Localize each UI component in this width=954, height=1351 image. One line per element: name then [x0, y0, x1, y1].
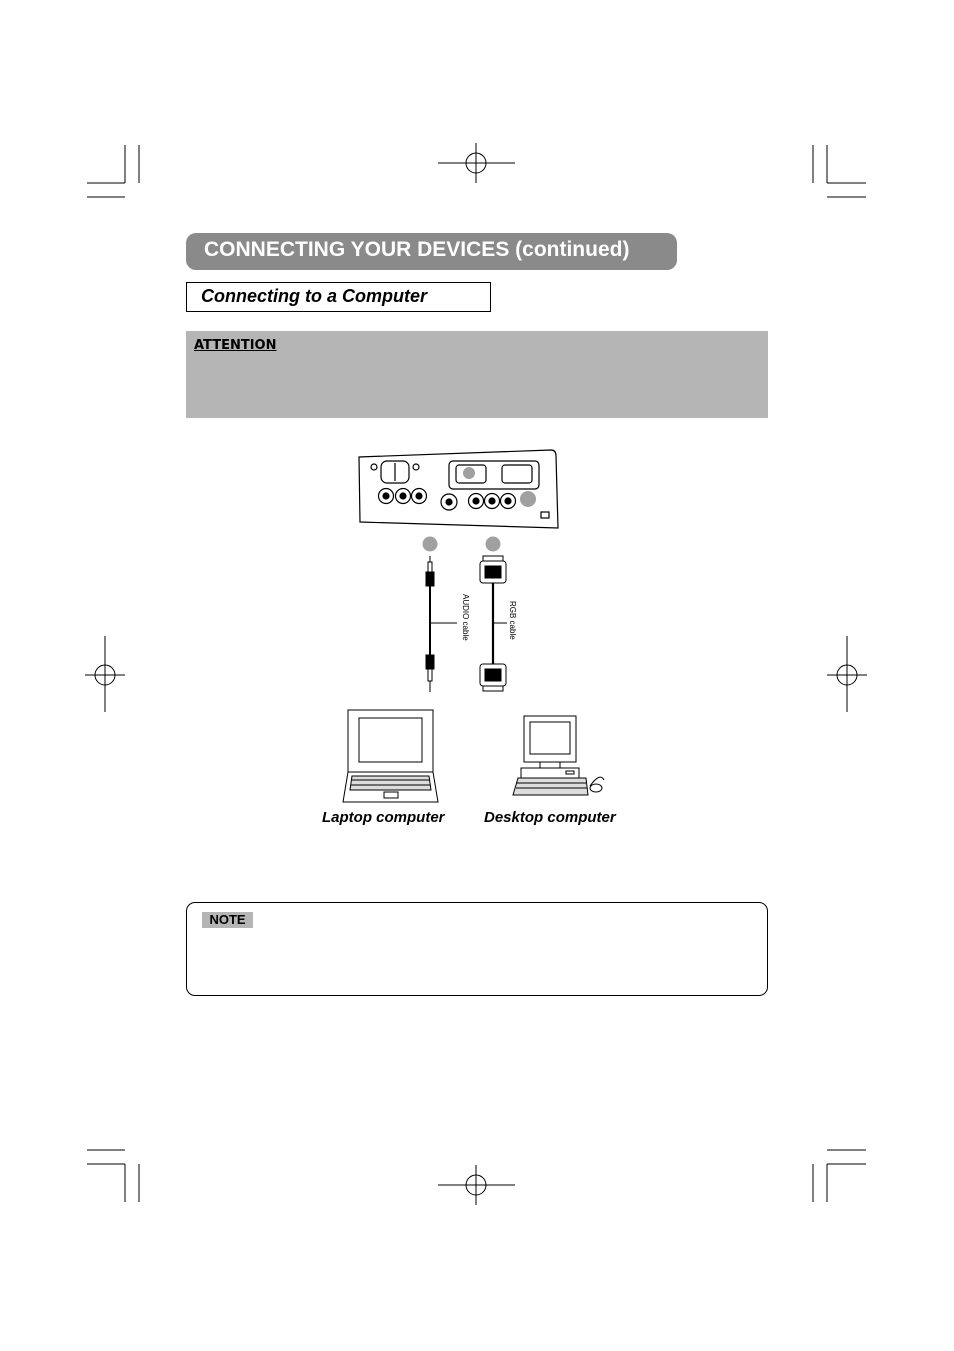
note-label: NOTE [202, 912, 253, 928]
desktop-caption: Desktop computer [484, 809, 616, 826]
rgb-cable-marker [486, 537, 501, 552]
desktop-illustration [513, 716, 604, 795]
laptop-illustration [343, 710, 438, 802]
port-marker [463, 467, 475, 479]
port-marker [520, 491, 536, 507]
attention-label: ATTENTION [194, 338, 277, 353]
rgb-cable-label: RGB cable [508, 601, 517, 640]
projector-panel [359, 450, 558, 528]
rgb-cable-label-wrap [503, 601, 523, 651]
audio-cable-label-wrap [452, 594, 472, 654]
section-subtitle: Connecting to a Computer [201, 286, 427, 306]
audio-cable-label: AUDIO cable [461, 594, 470, 641]
page-title: CONNECTING YOUR DEVICES (continued) [204, 238, 630, 261]
laptop-caption: Laptop computer [322, 809, 445, 826]
note-box [186, 902, 768, 996]
audio-cable-marker [423, 537, 438, 552]
